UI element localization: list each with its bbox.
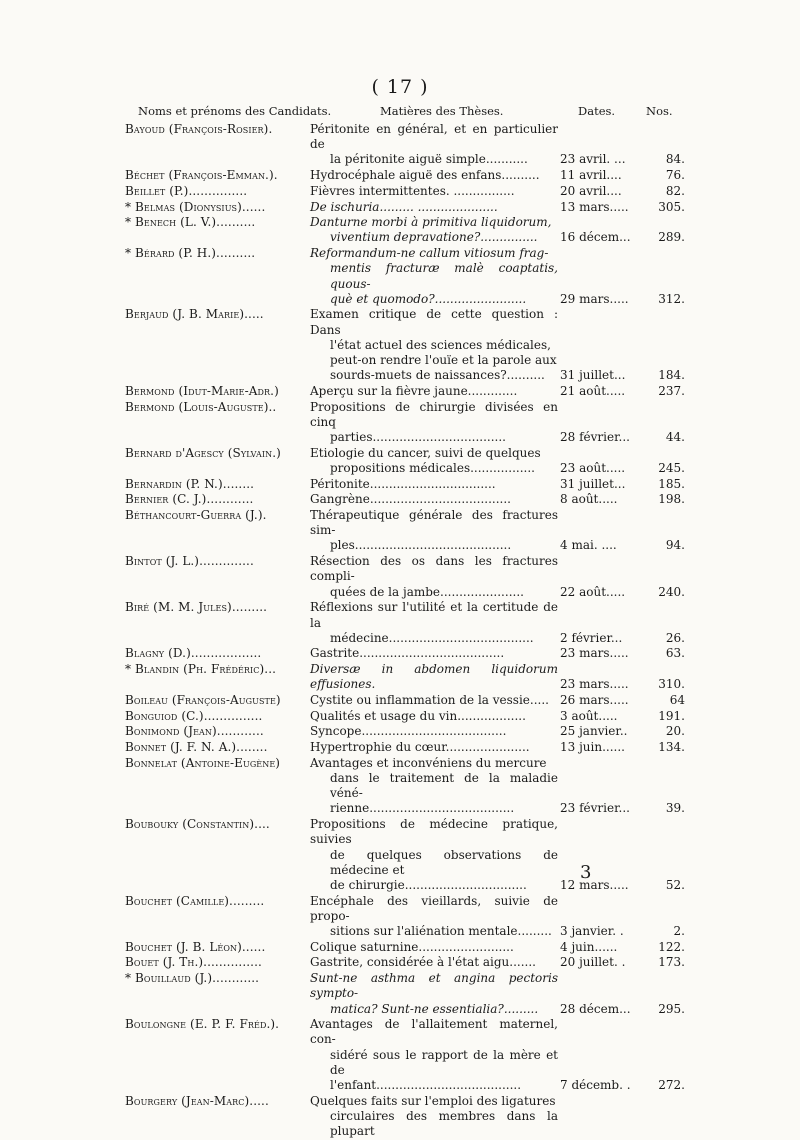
thesis-entry bbox=[125, 756, 685, 817]
thesis-date: 4 mai. .... bbox=[560, 538, 617, 553]
thesis-number: 240. bbox=[658, 584, 685, 599]
thesis-number: 191. bbox=[658, 708, 685, 723]
candidate-name: Bayoud (François-Rosier). bbox=[125, 122, 273, 136]
header-names: Noms et prénoms des Candidats. bbox=[138, 104, 332, 118]
candidate-name: Boileau (François-Auguste) bbox=[125, 693, 281, 708]
subject-line: mentis fracturæ malè coaptatis, quous- bbox=[330, 261, 558, 291]
thesis-number: 245. bbox=[658, 460, 685, 475]
subject-line: Avantages de l'allaitement maternel, con- bbox=[310, 1017, 558, 1047]
thesis-subject bbox=[308, 246, 558, 307]
subject-line: quées de la jambe...................... bbox=[330, 584, 524, 599]
thesis-number: 237. bbox=[658, 383, 685, 398]
thesis-subject bbox=[308, 756, 558, 817]
thesis-date: 12 mars..... bbox=[560, 877, 629, 892]
thesis-subject bbox=[308, 1094, 558, 1140]
subject-line: Diversæ in abdomen liquidorum effusiones. bbox=[310, 662, 558, 692]
thesis-number: 184. bbox=[658, 368, 685, 383]
subject-line: Péritonite................................. bbox=[310, 476, 496, 491]
candidate-name: Béchet (François-Emman.). bbox=[125, 168, 278, 183]
thesis-date: 16 décem... bbox=[560, 230, 631, 245]
thesis-date: 7 décemb. . bbox=[560, 1078, 631, 1093]
candidate-name: Blagny (D.).................. bbox=[125, 646, 262, 661]
thesis-entry bbox=[125, 693, 685, 708]
subject-line: Aperçu sur la fièvre jaune............. bbox=[310, 383, 518, 398]
thesis-entry bbox=[125, 724, 685, 739]
candidate-name: * Bouillaud (J.)............ bbox=[125, 971, 260, 986]
subject-line: què et quomodo?........................ bbox=[330, 291, 527, 306]
thesis-date: 31 juillet... bbox=[560, 476, 626, 491]
thesis-number: 122. bbox=[658, 939, 685, 954]
subject-line: Avantages et inconvéniens du mercure bbox=[310, 755, 547, 770]
candidate-name: Berjaud (J. B. Marie)..... bbox=[125, 307, 264, 322]
thesis-date: 8 août..... bbox=[560, 492, 618, 507]
candidate-name: Bernard d'Agescy (Sylvain.) bbox=[125, 445, 281, 460]
thesis-subject bbox=[308, 646, 558, 661]
thesis-number: 185. bbox=[658, 476, 685, 491]
subject-line: la péritonite aiguë simple........... bbox=[330, 152, 528, 167]
thesis-date: 23 mars..... bbox=[560, 677, 629, 692]
subject-line: Syncope...................................... bbox=[310, 724, 507, 739]
thesis-entry bbox=[125, 200, 685, 215]
thesis-date: 20 juillet. . bbox=[560, 955, 626, 970]
thesis-entry bbox=[125, 817, 685, 893]
candidate-name: Beillet (P.)............... bbox=[125, 183, 248, 198]
thesis-subject bbox=[308, 200, 558, 215]
subject-line: Propositions de médecine pratique, suivies bbox=[310, 817, 558, 847]
thesis-subject bbox=[308, 740, 558, 755]
thesis-entry bbox=[125, 122, 685, 168]
thesis-subject bbox=[308, 894, 558, 940]
subject-line: Encéphale des vieillards, suivie de propo- bbox=[310, 893, 558, 923]
thesis-list bbox=[125, 122, 685, 1140]
subject-line: Danturne morbi à primitiva liquidorum, bbox=[310, 215, 552, 230]
thesis-entry bbox=[125, 446, 685, 476]
thesis-entry bbox=[125, 400, 685, 446]
thesis-entry bbox=[125, 646, 685, 661]
thesis-subject bbox=[308, 400, 558, 446]
subject-line: dans le traitement de la maladie véné- bbox=[330, 771, 558, 801]
subject-line: Fièvres intermittentes. ................ bbox=[310, 183, 515, 198]
thesis-entry bbox=[125, 709, 685, 724]
thesis-date: 13 juin...... bbox=[560, 740, 625, 755]
thesis-number: 134. bbox=[658, 740, 685, 755]
thesis-entry bbox=[125, 740, 685, 755]
candidate-name: Bermond (Louis-Auguste).. bbox=[125, 399, 277, 414]
candidate-name: * Benech (L. V.).......... bbox=[125, 215, 256, 230]
thesis-number: 272. bbox=[658, 1078, 685, 1093]
candidate-name: Bouchet (Camille)......... bbox=[125, 893, 265, 908]
thesis-entry bbox=[125, 168, 685, 183]
subject-line: Thérapeutique générale des fractures sim- bbox=[310, 508, 558, 538]
subject-line: Examen critique de cette question : Dans bbox=[310, 307, 558, 337]
thesis-subject bbox=[308, 600, 558, 646]
thesis-subject bbox=[308, 307, 558, 383]
thesis-entry bbox=[125, 1017, 685, 1093]
header-dates: Dates. bbox=[578, 104, 616, 118]
thesis-date: 4 juin...... bbox=[560, 939, 618, 954]
thesis-subject bbox=[308, 817, 558, 893]
subject-line: peut-on rendre l'ouïe et la parole aux bbox=[330, 353, 557, 368]
thesis-subject bbox=[308, 384, 558, 399]
thesis-entry bbox=[125, 384, 685, 399]
thesis-number: 84. bbox=[665, 152, 685, 167]
thesis-entry bbox=[125, 307, 685, 383]
candidate-name: Bourgery (Jean-Marc)..... bbox=[125, 1093, 269, 1108]
thesis-entry bbox=[125, 600, 685, 646]
subject-line: viventium depravatione?............... bbox=[330, 230, 538, 245]
header-numbers: Nos. bbox=[646, 104, 673, 118]
thesis-subject bbox=[308, 168, 558, 183]
thesis-date: 23 avril. ... bbox=[560, 152, 626, 167]
thesis-number: 52. bbox=[665, 877, 685, 892]
thesis-date: 11 avril.... bbox=[560, 168, 622, 183]
thesis-date: 28 février... bbox=[560, 430, 630, 445]
subject-line: Hydrocéphale aiguë des enfans.......... bbox=[310, 168, 540, 183]
thesis-date: 23 février... bbox=[560, 801, 630, 816]
subject-line: l'état actuel des sciences médicales, bbox=[330, 337, 551, 352]
thesis-number: 63. bbox=[665, 646, 685, 661]
thesis-date: 3 août..... bbox=[560, 708, 618, 723]
thesis-subject bbox=[308, 215, 558, 245]
thesis-date: 29 mars..... bbox=[560, 291, 629, 306]
thesis-entry bbox=[125, 492, 685, 507]
subject-line: sidéré sous le rapport de la mère et de bbox=[330, 1047, 558, 1077]
candidate-name: Béthancourt-Guerra (J.). bbox=[125, 508, 267, 523]
column-headers bbox=[138, 104, 690, 122]
subject-line: Reformandum-ne callum vitiosum frag- bbox=[310, 246, 549, 261]
thesis-number: 312. bbox=[658, 291, 685, 306]
candidate-name: * Belmas (Dionysius)...... bbox=[125, 199, 266, 214]
thesis-entry bbox=[125, 940, 685, 955]
candidate-name: * Blandin (Ph. Frédéric)... bbox=[125, 662, 277, 677]
thesis-number: 310. bbox=[658, 677, 685, 692]
thesis-subject bbox=[308, 662, 558, 692]
subject-line: Gastrite, considérée à l'état aigu....... bbox=[310, 955, 536, 970]
thesis-entry bbox=[125, 1094, 685, 1140]
thesis-number: 39. bbox=[665, 801, 685, 816]
subject-line: sourds-muets de naissances?.......... bbox=[330, 368, 545, 383]
subject-line: Propositions de chirurgie divisées en cinq bbox=[310, 399, 558, 429]
thesis-number: 76. bbox=[665, 168, 685, 183]
thesis-subject bbox=[308, 122, 558, 168]
thesis-number: 198. bbox=[658, 492, 685, 507]
thesis-subject bbox=[308, 184, 558, 199]
thesis-date: 28 décem... bbox=[560, 1001, 631, 1016]
subject-line: Colique saturnine......................... bbox=[310, 939, 514, 954]
subject-line: Réflexions sur l'utilité et la certitude de la bbox=[310, 600, 558, 630]
thesis-number: 289. bbox=[658, 230, 685, 245]
candidate-name: Bouet (J. Th.)............... bbox=[125, 955, 262, 970]
thesis-entry bbox=[125, 971, 685, 1017]
subject-line: Gastrite...................................... bbox=[310, 646, 505, 661]
candidate-name: Bernier (C. J.)............ bbox=[125, 492, 254, 507]
thesis-number: 94. bbox=[665, 538, 685, 553]
subject-line: sitions sur l'aliénation mentale......... bbox=[330, 924, 552, 939]
thesis-number: 44. bbox=[665, 430, 685, 445]
thesis-date: 25 janvier.. bbox=[560, 724, 628, 739]
subject-line: parties................................... bbox=[330, 430, 506, 445]
thesis-number: 295. bbox=[658, 1001, 685, 1016]
subject-line: Péritonite en général, et en particulier de bbox=[310, 122, 558, 152]
thesis-subject bbox=[308, 940, 558, 955]
sheet-signature: 3 bbox=[580, 862, 592, 883]
thesis-entry bbox=[125, 554, 685, 600]
subject-line: l'enfant...................................... bbox=[330, 1078, 522, 1093]
thesis-entry bbox=[125, 662, 685, 692]
subject-line: circulaires des membres dans la plupart bbox=[330, 1109, 558, 1139]
thesis-date: 20 avril.... bbox=[560, 183, 622, 198]
thesis-entry bbox=[125, 477, 685, 492]
candidate-name: Boulongne (E. P. F. Fréd.). bbox=[125, 1017, 280, 1032]
thesis-subject bbox=[308, 709, 558, 724]
subject-line: Gangrène..................................... bbox=[310, 492, 511, 507]
thesis-entry bbox=[125, 184, 685, 199]
subject-line: Etiologie du cancer, suivi de quelques bbox=[310, 445, 541, 460]
thesis-subject bbox=[308, 1017, 558, 1093]
candidate-name: Bernardin (P. N.)........ bbox=[125, 476, 255, 491]
candidate-name: * Bérard (P. H.).......... bbox=[125, 246, 256, 261]
thesis-subject bbox=[308, 508, 558, 554]
subject-line: rienne...................................... bbox=[330, 801, 515, 816]
subject-line: Cystite ou inflammation de la vessie..... bbox=[310, 693, 549, 708]
thesis-date: 13 mars..... bbox=[560, 199, 629, 214]
thesis-date: 2 février... bbox=[560, 630, 623, 645]
thesis-number: 20. bbox=[665, 724, 685, 739]
candidate-name: Bonimond (Jean)............ bbox=[125, 724, 264, 739]
candidate-name: Bonguiod (C.)............... bbox=[125, 708, 263, 723]
subject-line: Hypertrophie du cœur...................... bbox=[310, 740, 530, 755]
thesis-entry bbox=[125, 508, 685, 554]
thesis-date: 23 mars..... bbox=[560, 646, 629, 661]
subject-line: Sunt-ne asthma et angina pectoris sympto- bbox=[310, 971, 558, 1001]
thesis-number: 2. bbox=[673, 924, 685, 939]
candidate-name: Biré (M. M. Jules)......... bbox=[125, 600, 268, 615]
thesis-date: 23 août..... bbox=[560, 460, 626, 475]
subject-line: Résection des os dans les fractures compli- bbox=[310, 554, 558, 584]
thesis-subject bbox=[308, 693, 558, 708]
thesis-date: 21 août..... bbox=[560, 383, 626, 398]
thesis-number: 64 bbox=[669, 693, 685, 708]
thesis-number: 26. bbox=[665, 630, 685, 645]
subject-line: de quelques observations de médecine et bbox=[330, 847, 558, 877]
candidate-name: Bonnet (J. F. N. A.)........ bbox=[125, 740, 268, 755]
subject-line: Qualités et usage du vin.................. bbox=[310, 708, 526, 723]
thesis-subject bbox=[308, 492, 558, 507]
thesis-number: 82. bbox=[665, 183, 685, 198]
candidate-name: Bonnelat (Antoine-Eugène) bbox=[125, 755, 281, 770]
thesis-date: 3 janvier. . bbox=[560, 924, 624, 939]
thesis-date: 26 mars..... bbox=[560, 693, 629, 708]
thesis-date: 22 août..... bbox=[560, 584, 626, 599]
subject-line: de chirurgie................................ bbox=[330, 877, 527, 892]
thesis-subject bbox=[308, 955, 558, 970]
subject-line: ples......................................... bbox=[330, 538, 512, 553]
candidate-name: Boubouky (Constantin).... bbox=[125, 817, 270, 832]
thesis-date: 31 juillet... bbox=[560, 368, 626, 383]
thesis-subject bbox=[308, 724, 558, 739]
thesis-entry bbox=[125, 955, 685, 970]
thesis-number: 173. bbox=[658, 955, 685, 970]
thesis-subject bbox=[308, 477, 558, 492]
header-subjects: Matières des Thèses. bbox=[380, 104, 504, 118]
thesis-entry bbox=[125, 246, 685, 307]
candidate-name: Bintot (J. L.).............. bbox=[125, 554, 254, 569]
thesis-subject bbox=[308, 446, 558, 476]
page-number: ( 17 ) bbox=[371, 76, 429, 98]
subject-line: Quelques faits sur l'emploi des ligatures bbox=[310, 1093, 556, 1108]
candidate-name: Bermond (Idut-Marie-Adr.) bbox=[125, 383, 279, 398]
candidate-name: Bouchet (J. B. Léon)...... bbox=[125, 939, 266, 954]
thesis-entry bbox=[125, 894, 685, 940]
thesis-number: 305. bbox=[658, 199, 685, 214]
thesis-subject bbox=[308, 554, 558, 600]
subject-line: propositions médicales................. bbox=[330, 460, 535, 475]
subject-line: médecine...................................... bbox=[330, 630, 534, 645]
subject-line: De ischuria......... ..................... bbox=[310, 199, 498, 214]
thesis-subject bbox=[308, 971, 558, 1017]
thesis-entry bbox=[125, 215, 685, 245]
subject-line: matica? Sunt-ne essentialia?......... bbox=[330, 1001, 539, 1016]
